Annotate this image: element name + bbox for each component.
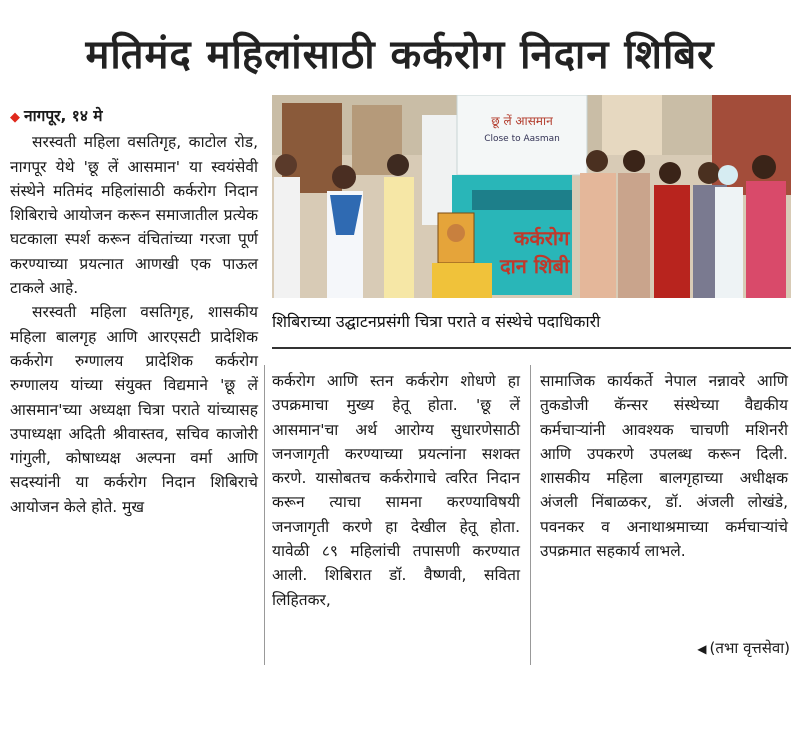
event-photo-illustration xyxy=(272,95,791,298)
news-credit: ◀ (तभा वृत्तसेवा) xyxy=(697,639,790,657)
article-paragraph: सरस्वती महिला वसतिगृह, शासकीय महिला बालगृह आणि आरएसटी प्रादेशिक कर्करोग रुग्णालय प्रादेशिक कर्करोग रुग्णालय यांच्या संयुक्त विद्यमाने 'छू लें आसमान'च्या अध्यक्षा चित्रा पराते यांच्यासह उपाध्यक्षा अदिती श्रीवास्तव, सचिव काजोरी गांगुली, कोषाध्यक्ष अल्पना वर्मा आणि सदस्यांनी या कर्करोग निदान शिबिराचे आयोजन केले होते. मुख xyxy=(10,303,258,516)
article-column-1 xyxy=(10,104,258,519)
banner-text-line1: कर्करोग xyxy=(514,226,570,250)
poster-subtitle: Close to Aasman xyxy=(484,134,560,144)
article-paragraph: सरस्वती महिला वसतिगृह, काटोल रोड, नागपूर येथे 'छू लें आसमान' या स्वयंसेवी संस्थेने मतिमंद महिलांसाठी कर्करोग निदान शिबिराचे आयोजन करून समाजातील प्रत्येक घटकाला स्पर्श करून वंचितांच्या गरजा पूर्ण करण्याच्या प्रयत्नात आणखी एक पाऊल टाकले आहे. xyxy=(10,133,258,298)
article-paragraph xyxy=(10,104,258,130)
triangle-icon: ◀ xyxy=(697,642,707,656)
article-column-2 xyxy=(272,369,520,612)
article-paragraph: कर्करोग आणि स्तन कर्करोग शोधणे हा उपक्रमाचा मुख्य हेतू होता. 'छू लें आसमान'चा अर्थ आरोग्य सुधारणेसाठी जनजागृती करण्याच्या प्रयत्नांना सशक्त करणे. यासोबतच कर्करोगाचे त्वरित निदान करून त्याचा सामना करण्याविषयी जनजागृती करणे हा देखील हेतू होता. यावेळी ८९ महिलांची तपासणी करण्यात आली. शिबिरात डॉ. वैष्णवी, सविता लिहितकर, xyxy=(272,372,520,609)
poster-title: छू लें आसमान xyxy=(491,114,553,128)
column-divider xyxy=(264,365,265,665)
event-photo xyxy=(272,95,791,298)
photo-caption: शिबिराच्या उद्घाटनप्रसंगी चित्रा पराते व संस्थेचे पदाधिकारी xyxy=(272,312,601,331)
column-divider xyxy=(530,365,531,665)
article-paragraph: सामाजिक कार्यकर्ते नेपाल नन्नावरे आणि तुकडोजी कॅन्सर संस्थेच्या वैद्यकीय कर्मचाऱ्यांनी आवश्यक चाचणी मशिनरी आणि उपकरणे उपलब्ध करून दिली. शासकीय महिला बालगृहाच्या अधीक्षक अंजली निंबाळकर, डॉ. अंजली लोखंडे, पवनकर व अनाथाश्रमाच्या कर्मचाऱ्यांचे उपक्रमात सहकार्य लाभले. xyxy=(540,372,788,561)
banner-text-line2: दान शिबी xyxy=(500,254,570,278)
headline: मतिमंद महिलांसाठी कर्करोग निदान शिबिर xyxy=(85,32,715,78)
article-column-3 xyxy=(540,369,788,563)
caption-divider xyxy=(272,347,791,349)
diamond-icon: ◆ xyxy=(10,110,20,125)
dateline: नागपूर, १४ मे xyxy=(24,107,103,125)
